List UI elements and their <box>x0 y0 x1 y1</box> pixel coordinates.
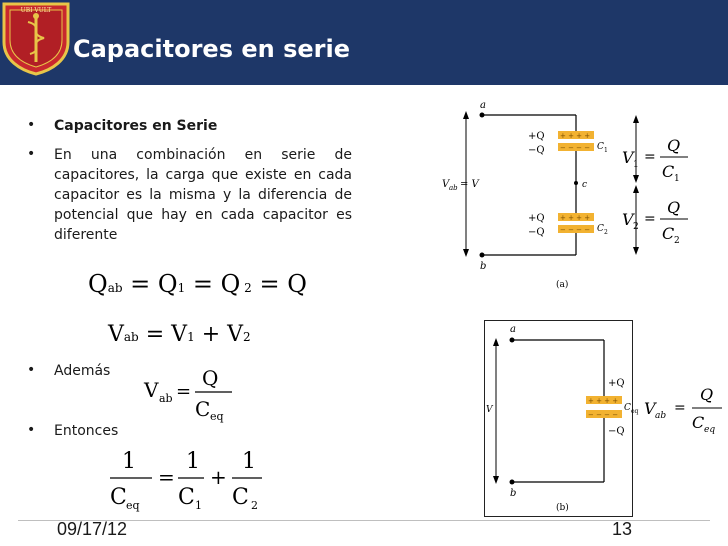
svg-text:C: C <box>195 397 211 421</box>
page-number: 13 <box>612 519 633 539</box>
bullet-dot: • <box>27 146 36 162</box>
svg-text:2: 2 <box>633 222 639 232</box>
svg-text:=: = <box>644 149 656 165</box>
svg-text:b: b <box>510 488 517 499</box>
svg-text:C: C <box>597 142 604 152</box>
svg-text:V: V <box>486 405 493 415</box>
svg-text:Q: Q <box>667 136 681 155</box>
svg-text:+ + + +: + + + + <box>560 214 591 222</box>
svg-text:ab: ab <box>159 392 173 405</box>
svg-text:C: C <box>178 485 195 510</box>
svg-text:− − − −: − − − − <box>560 144 591 152</box>
svg-text:UBI VULT: UBI VULT <box>20 7 52 14</box>
svg-text:a: a <box>480 100 486 111</box>
svg-text:1: 1 <box>122 449 136 474</box>
svg-text:C: C <box>624 403 631 413</box>
svg-text:−Q: −Q <box>528 145 545 156</box>
svg-text:1: 1 <box>674 174 680 184</box>
svg-text:1: 1 <box>604 147 608 154</box>
svg-text:=: = <box>176 381 192 402</box>
svg-text:−Q: −Q <box>528 227 545 238</box>
svg-text:Q: Q <box>667 198 681 217</box>
svg-text:C: C <box>662 162 675 181</box>
svg-text:V: V <box>622 210 634 229</box>
bullet-text: Además <box>54 363 111 379</box>
svg-text:2: 2 <box>674 236 680 246</box>
svg-text:= V: = V <box>460 179 479 190</box>
svg-text:(a): (a) <box>556 280 569 290</box>
svg-text:V: V <box>622 148 634 167</box>
svg-text:Q: Q <box>700 385 714 404</box>
svg-text:V: V <box>144 378 159 402</box>
svg-text:=: = <box>644 211 656 227</box>
svg-text:1: 1 <box>195 499 202 512</box>
svg-text:b: b <box>480 261 487 272</box>
bullet-dot: • <box>27 422 36 438</box>
svg-text:C: C <box>110 485 127 510</box>
svg-text:1: 1 <box>242 449 256 474</box>
svg-text:ab: ab <box>449 184 458 192</box>
svg-text:eq: eq <box>126 499 140 512</box>
equivalent-circuit-diagram-b <box>484 320 724 518</box>
svg-text:a: a <box>510 324 516 335</box>
svg-text:(b): (b) <box>556 503 569 513</box>
bullet-text: Entonces <box>54 423 119 439</box>
equation-voltages: Vab = V1 + V2 <box>108 322 251 347</box>
bullet-dot: • <box>27 117 36 133</box>
svg-text:Q: Q <box>202 366 219 390</box>
equation-charges: Qab = Q1 = Q 2 = Q <box>88 270 307 298</box>
svg-text:V: V <box>442 179 450 190</box>
svg-text:2: 2 <box>251 499 258 512</box>
svg-text:C: C <box>597 224 604 234</box>
svg-text:=: = <box>674 400 686 416</box>
svg-text:+: + <box>210 465 227 489</box>
svg-text:+Q: +Q <box>608 378 625 389</box>
svg-text:+ + + +: + + + + <box>560 132 591 140</box>
svg-text:1: 1 <box>633 160 639 170</box>
svg-text:−Q: −Q <box>608 426 625 437</box>
university-seal-logo <box>0 0 72 76</box>
svg-text:=: = <box>158 465 175 489</box>
svg-text:1: 1 <box>186 449 200 474</box>
bullet-heading: Capacitores en Serie <box>54 118 218 134</box>
svg-text:ab: ab <box>655 411 667 421</box>
svg-text:+Q: +Q <box>528 131 545 142</box>
equation-capacitance-series <box>104 446 274 516</box>
svg-text:eq: eq <box>210 410 224 423</box>
slide-title: Capacitores en serie <box>73 35 350 63</box>
svg-text:+Q: +Q <box>528 213 545 224</box>
svg-text:eq: eq <box>631 408 639 415</box>
svg-text:C: C <box>692 413 705 432</box>
svg-text:− − − −: − − − − <box>588 411 619 419</box>
equation-vab-q-ceq <box>140 364 240 426</box>
bullet-dot: • <box>27 362 36 378</box>
svg-text:+ + + +: + + + + <box>588 397 619 405</box>
svg-text:V: V <box>644 399 656 418</box>
svg-text:C: C <box>662 224 675 243</box>
footer-date: 09/17/12 <box>57 519 128 539</box>
svg-text:eq: eq <box>704 425 716 435</box>
series-circuit-diagram-a <box>420 95 725 295</box>
svg-text:2: 2 <box>604 229 608 236</box>
svg-text:c: c <box>582 180 588 190</box>
svg-text:C: C <box>232 485 249 510</box>
svg-text:− − − −: − − − − <box>560 226 591 234</box>
bullet-paragraph: En una combinación en serie de capacitores, la carga que existe en cada capacitor es la misma y la diferencia de potencial que hay en cada capacitor es diferente <box>54 147 352 243</box>
